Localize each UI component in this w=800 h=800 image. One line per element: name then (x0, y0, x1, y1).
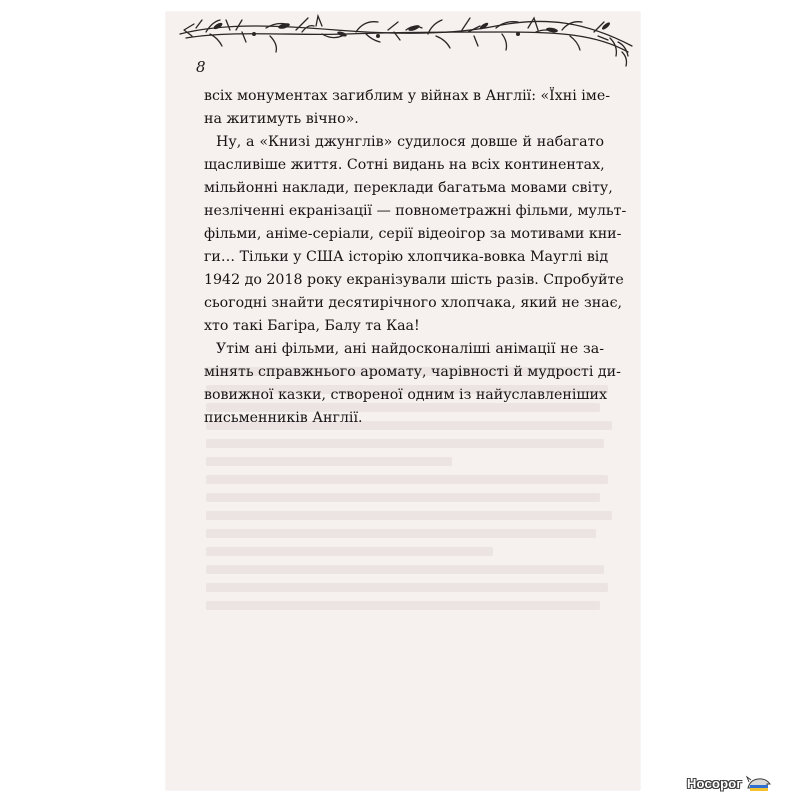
text-line: Ну, а «Книзі джунглів» судилося довше й набагато (216, 134, 604, 150)
text-line: хто такі Багіра, Балу та Каа! (204, 318, 420, 334)
watermark-text: Носорог (686, 775, 742, 791)
body-text (204, 85, 627, 430)
text-line: всіх монументах загиблим у війнах в Англії: «Їхні іме- (204, 88, 611, 104)
ornament-vine-icon (166, 12, 640, 72)
text-line: фільми, аніме-серіали, серії відеоігор за мотивами кни- (204, 226, 622, 242)
text-line: незліченні екранізації — повнометражні фільми, мульт- (204, 203, 627, 219)
text-line: ги… Тільки у США історію хлопчика-вовка Мауглі від (204, 249, 609, 265)
text-line: на житимуть вічно». (204, 111, 359, 127)
text-line: вовижної казки, створеної одним із найуславленіших (204, 387, 608, 403)
rhino-logo-icon (746, 774, 772, 792)
text-line: Утім ані фільми, ані найдосконаліші анімації не за- (216, 341, 604, 357)
page-number: 8 (196, 58, 206, 76)
text-line: щасливіше життя. Сотні видань на всіх континентах, (204, 157, 605, 173)
store-watermark (687, 774, 772, 792)
book-page (166, 12, 640, 790)
text-line: 1942 до 2018 року екранізували шість разів. Спробуйте (204, 272, 624, 288)
text-line: мільйонні наклади, переклади багатьма мовами світу, (204, 180, 613, 196)
text-line: сьогодні знайти десятирічного хлопчака, який не знає, (204, 295, 623, 311)
text-line: мінять справжнього аромату, чарівності й мудрості ди- (204, 364, 621, 380)
text-line: письменників Англії. (204, 410, 363, 426)
